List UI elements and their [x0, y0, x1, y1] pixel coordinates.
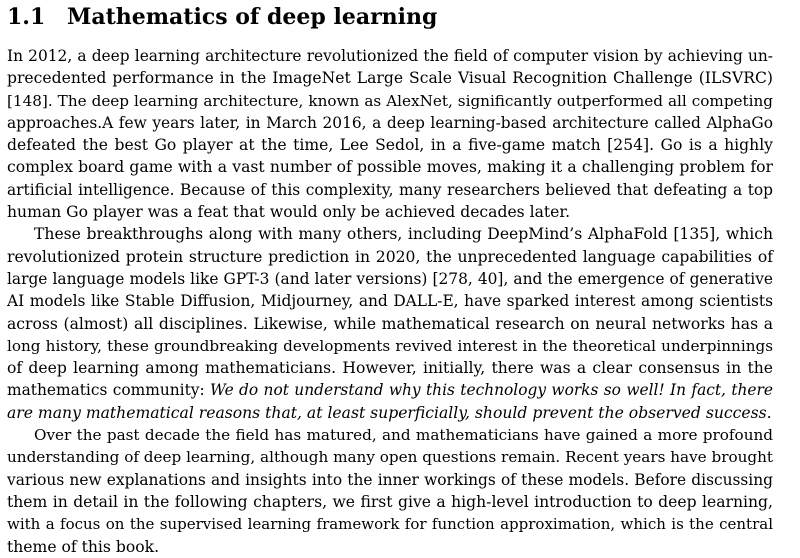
paragraph-1 [7, 45, 773, 223]
text-line: [148]. The deep learning architecture, known as AlexNet, significantly outperformed all competing [7, 91, 773, 110]
quote-italic-line: are many mathematical reasons that, at least superficially, should prevent the observed success. [7, 403, 772, 422]
text-line: them in detail in the following chapters, we first give a high-level introduction to deep learning, [7, 492, 773, 511]
text-line: defeated the best Go player at the time, Lee Sedol, in a five-game match [254]. Go is a highly [7, 136, 773, 155]
text-line: precedented performance in the ImageNet Large Scale Visual Recognition Challenge (ILSVRC) [7, 69, 773, 88]
text-line: AI models like Stable Diffusion, Midjourney, and DALL-E, have sparked interest among scientists [7, 292, 773, 311]
text-line: theme of this book. [7, 537, 160, 556]
text-line: revolutionized protein structure prediction in 2020, the unprecedented language capabilities of [7, 247, 773, 266]
section-number: 1.1 [7, 4, 46, 30]
text-line: Over the past decade the field has matured, and mathematicians have gained a more profound [34, 426, 773, 445]
quote-italic: We do not understand why this technology works so well! In fact, there [210, 381, 773, 400]
text-line: long history, these groundbreaking developments revived interest in the theoretical underpinnings [7, 336, 773, 355]
text-line: approaches.A few years later, in March 2016, a deep learning-based architecture called AlphaGo [7, 113, 773, 132]
text-plain: mathematics community: [7, 381, 211, 400]
paragraph-2 [7, 223, 773, 424]
section-heading [7, 3, 437, 31]
text-line: understanding of deep learning, although many open questions remain. Recent years have brought [7, 448, 773, 467]
text-line: various new explanations and insights into the inner workings of these models. Before discussing [7, 470, 773, 489]
text-line: with a focus on the supervised learning framework for function approximation, which is the central [7, 515, 773, 534]
text-line: human Go player was a feat that would only be achieved decades later. [7, 203, 571, 222]
text-line: These breakthroughs along with many others, including DeepMind’s AlphaFold [135], which [34, 225, 773, 244]
text-line: complex board game with a vast number of possible moves, making it a challenging problem for [7, 158, 773, 177]
text-line-mixed [7, 379, 773, 401]
section-body [7, 45, 773, 558]
paragraph-3 [7, 424, 773, 558]
text-line: large language models like GPT-3 (and later versions) [278, 40], and the emergence of generative [7, 269, 773, 288]
text-line: artificial intelligence. Because of this complexity, many researchers believed that defeating a top [7, 180, 773, 199]
text-line: across (almost) all disciplines. Likewise, while mathematical research on neural networks has a [7, 314, 773, 333]
text-line: In 2012, a deep learning architecture revolutionized the field of computer vision by achieving un- [7, 47, 773, 65]
text-line: of deep learning among mathematicians. However, initially, there was a clear consensus in the [7, 359, 773, 378]
section-title: Mathematics of deep learning [67, 4, 438, 30]
